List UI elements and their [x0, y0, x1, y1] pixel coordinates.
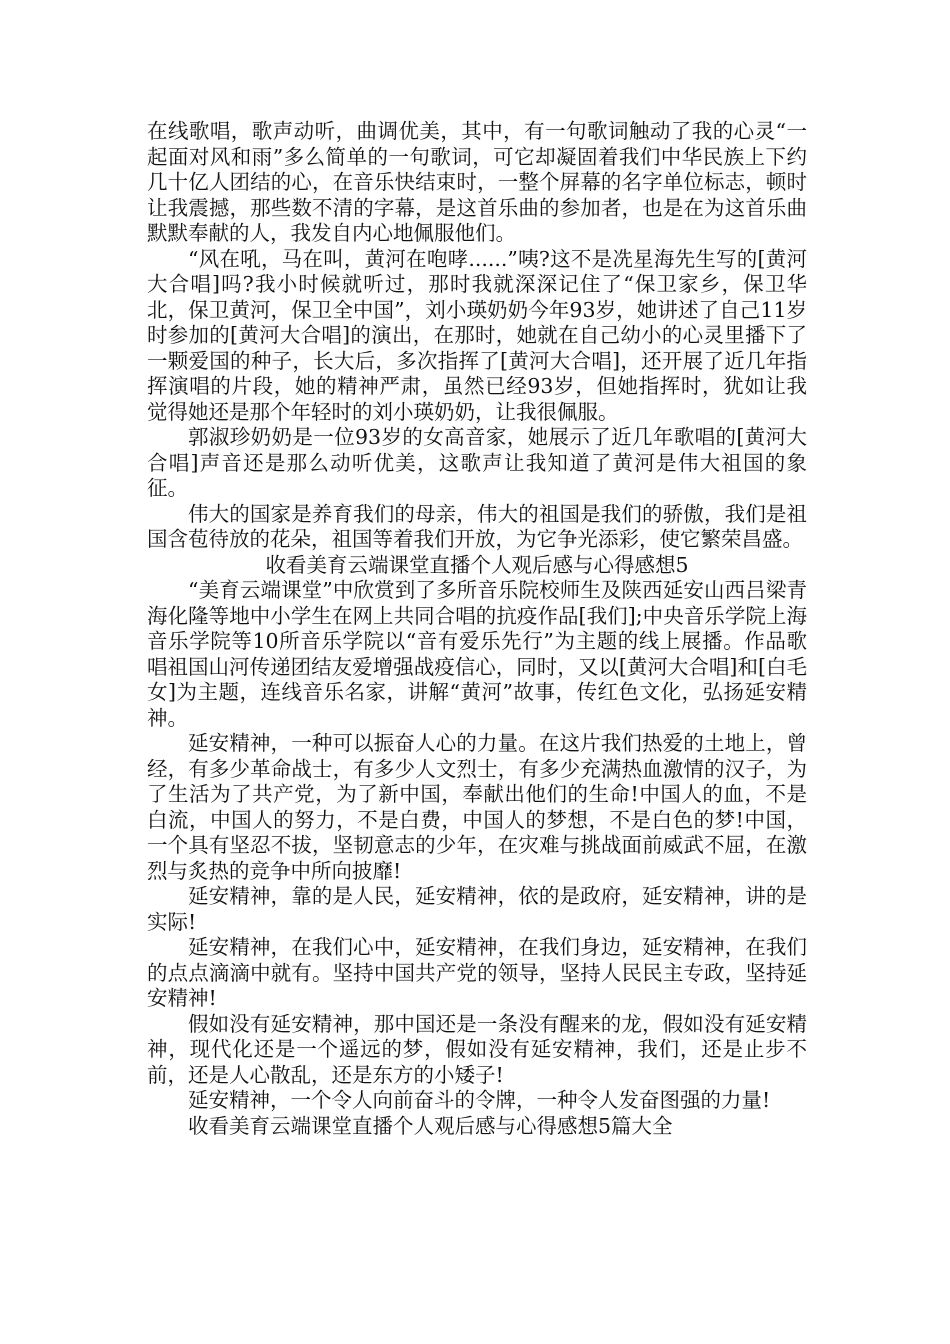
paragraph-4: 伟大的国家是养育我们的母亲，伟大的祖国是我们的骄傲，我们是祖国含苞待放的花朵，祖国等着我们开放，为它争光添彩，使它繁荣昌盛。	[147, 501, 807, 551]
section-paragraph-6: 延安精神，一个令人向前奋斗的令牌，一种令人发奋图强的力量!	[188, 1088, 771, 1112]
footer-title: 收看美育云端课堂直播个人观后感与心得感想5篇大全	[188, 1113, 673, 1138]
section-paragraph-2: 延安精神，一种可以振奋人心的力量。在这片我们热爱的土地上，曾经，有多少革命战士，有多少人文烈士，有多少充满热血激情的汉子，为了生活为了共产党，为了新中国，奉献出他们的生命!中国人的血，不是白流，中国人的努力，不是白费，中国人的梦想，不是白色的梦!中国，一个具有坚忍不拔，坚韧意志的少年，在灾难与挑战面前威武不屈，在激烈与炙热的竞争中所向披靡!	[147, 731, 807, 883]
paragraph-1: 在线歌唱，歌声动听，曲调优美，其中，有一句歌词触动了我的心灵“一起面对风和雨”多么简单的一句歌词，可它却凝固着我们中华民族上下约几十亿人团结的心，在音乐快结束时，一整个屏幕的名字单位标志，顿时让我震撼，那些数不清的字幕，是这首乐曲的参加者，也是在为这首乐曲默默奉献的人，我发自内心地佩服他们。	[147, 119, 807, 245]
section-paragraph-1: “美育云端课堂”中欣赏到了多所音乐院校师生及陕西延安山西吕梁青海化隆等地中小学生在网上共同合唱的抗疫作品[我们];中央音乐学院上海音乐学院等10所音乐学院以“音有爱乐先行”为主题的线上展播。作品歌唱祖国山河传递团结友爱增强战疫信心，同时，又以[黄河大合唱]和[白毛女]为主题，连线音乐名家，讲解“黄河”故事，传红色文化，弘扬延安精神。	[147, 578, 807, 730]
section-paragraph-3: 延安精神，靠的是人民，延安精神，依的是政府，延安精神，讲的是实际!	[147, 884, 807, 934]
paragraph-2: “风在吼，马在叫，黄河在咆哮......”咦?这不是冼星海先生写的[黄河大合唱]吗?我小时候就听过，那时我就深深记住了“保卫家乡，保卫华北，保卫黄河，保卫全中国”，刘小瑛奶奶今年93岁，她讲述了自己11岁时参加的[黄河大合唱]的演出，在那时，她就在自己幼小的心灵里播下了一颗爱国的种子，长大后，多次指挥了[黄河大合唱]，还开展了近几年指挥演唱的片段，她的精神严肃，虽然已经93岁，但她指挥时，犹如让我觉得她还是那个年轻时的刘小瑛奶奶，让我很佩服。	[147, 246, 807, 424]
section-paragraph-5: 假如没有延安精神，那中国还是一条没有醒来的龙，假如没有延安精神，现代化还是一个遥远的梦，假如没有延安精神，我们，还是止步不前，还是人心散乱，还是东方的小矮子!	[147, 1011, 807, 1087]
section-paragraph-4: 延安精神，在我们心中，延安精神，在我们身边，延安精神，在我们的点点滴滴中就有。坚持中国共产党的领导，坚持人民民主专政，坚持延安精神!	[147, 935, 807, 1010]
document-body	[147, 119, 807, 1139]
paragraph-3: 郭淑珍奶奶是一位93岁的女高音家，她展示了近几年歌唱的[黄河大合唱]声音还是那么动听优美，这歌声让我知道了黄河是伟大祖国的象征。	[147, 425, 807, 500]
section-title: 收看美育云端课堂直播个人观后感与心得感想5	[265, 552, 689, 577]
